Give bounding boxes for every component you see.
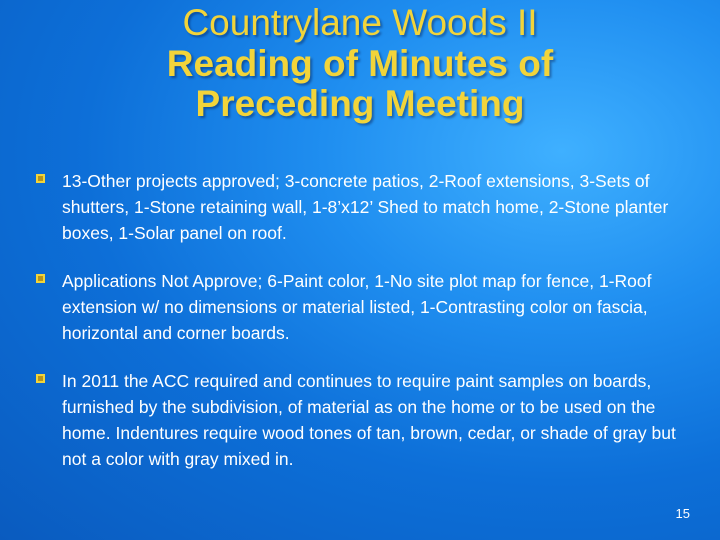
page-number: 15 bbox=[675, 506, 690, 521]
square-bullet-icon bbox=[36, 374, 45, 383]
square-bullet-icon bbox=[36, 274, 45, 283]
title-line-3: Preceding Meeting bbox=[195, 83, 525, 124]
slide-title bbox=[0, 2, 720, 124]
bullet-text: In 2011 the ACC required and continues to require paint samples on boards, furnished by the subdivision, of material as on the home or to be used on the home. Indentures require wood tones of tan, brown, cedar, or shade of gray but not a color with gray mixed in. bbox=[62, 371, 676, 469]
bullet-item bbox=[36, 168, 696, 246]
title-line-2: Reading of Minutes of bbox=[166, 43, 554, 84]
bullet-item bbox=[36, 368, 696, 472]
bullet-item bbox=[36, 268, 696, 346]
bullet-list bbox=[36, 168, 696, 494]
square-bullet-icon bbox=[36, 174, 45, 183]
bullet-text: Applications Not Approve; 6-Paint color, 1-No site plot map for fence, 1-Roof extension w/ no dimensions or material listed, 1-Contrasting color on fascia, horizontal and corner boards. bbox=[62, 271, 652, 343]
bullet-text: 13-Other projects approved; 3-concrete patios, 2-Roof extensions, 3-Sets of shutters, 1-Stone retaining wall, 1-8’x12’ Shed to match home, 2-Stone planter boxes, 1-Solar panel on roof. bbox=[62, 171, 669, 243]
title-line-1: Countrylane Woods II bbox=[182, 2, 538, 43]
